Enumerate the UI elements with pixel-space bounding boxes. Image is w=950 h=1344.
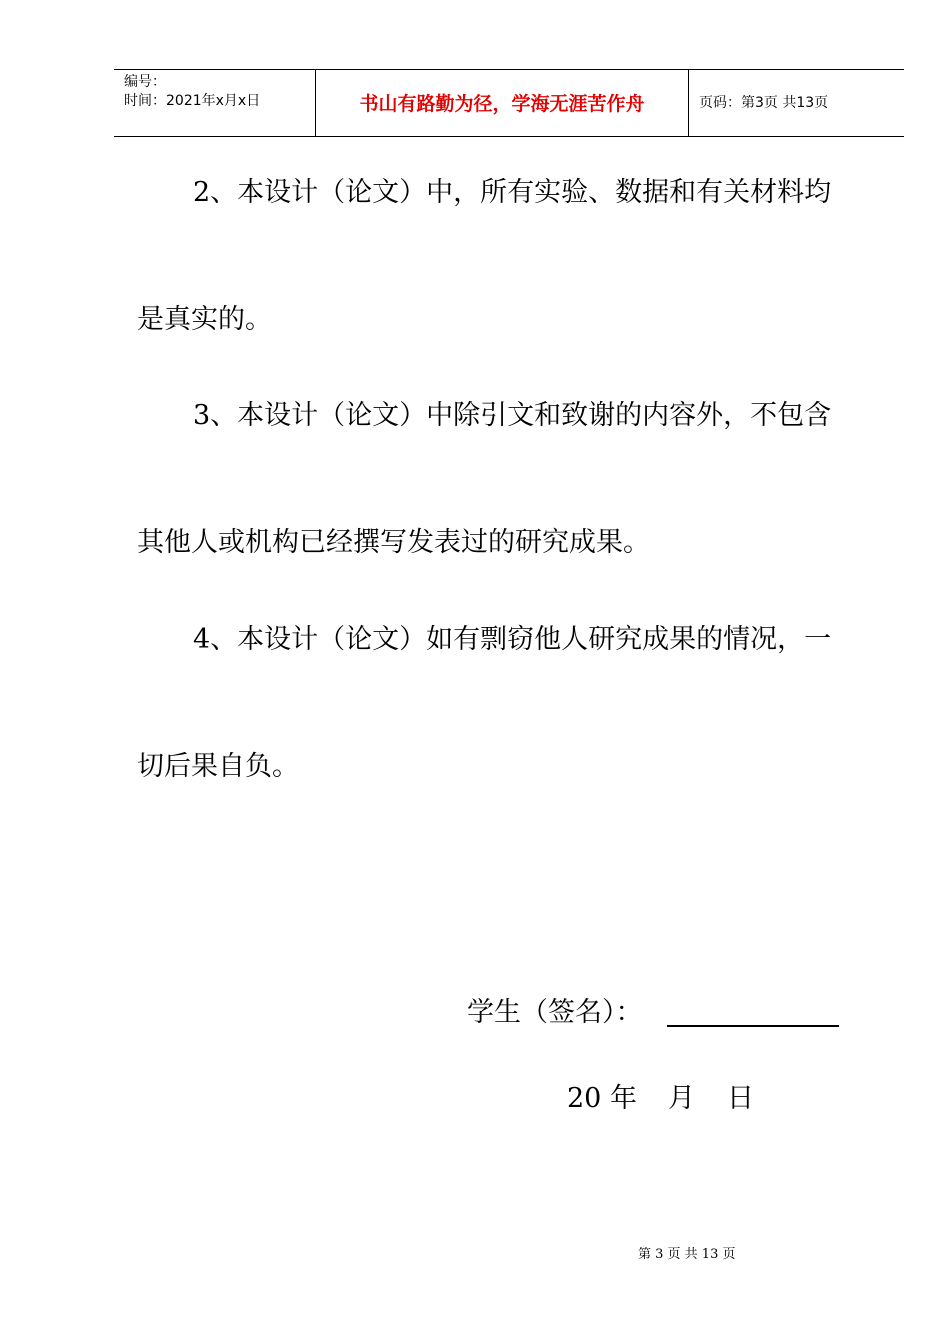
paragraph-4-line-2: 切后果自负。	[137, 751, 299, 782]
paragraph-3-line-2: 其他人或机构已经撰写发表过的研究成果。	[137, 527, 650, 558]
date-year-prefix: 20	[567, 1083, 602, 1114]
paragraph-2-line-2: 是真实的。	[137, 304, 272, 335]
date-month-char: 月	[668, 1083, 695, 1114]
page-footer: 第 3 页 共 13 页	[638, 1247, 736, 1262]
paragraph-2-line-1: 2、本设计（论文）中，所有实验、数据和有关材料均	[193, 177, 832, 208]
document-time-line: 时间：2021年x月x日	[124, 93, 261, 109]
signature-line	[667, 1025, 839, 1027]
header-page-info: 页码：第3页 共13页	[699, 95, 829, 111]
header-motto-cell	[315, 70, 689, 136]
header-motto: 书山有路勤为径，学海无涯苦作舟	[359, 93, 645, 115]
header-left-cell	[114, 70, 315, 136]
paragraph-4-line-1: 4、本设计（论文）如有剽窃他人研究成果的情况，一	[193, 624, 832, 655]
header-page-cell	[689, 70, 904, 136]
document-number-label: 编号：	[124, 74, 166, 90]
student-signature-label: 学生（签名）：	[467, 997, 643, 1028]
date-day-char: 日	[727, 1083, 754, 1114]
page-header	[114, 69, 904, 137]
paragraph-3-line-1: 3、本设计（论文）中除引文和致谢的内容外，不包含	[193, 400, 832, 431]
date-year-char: 年	[610, 1083, 637, 1114]
